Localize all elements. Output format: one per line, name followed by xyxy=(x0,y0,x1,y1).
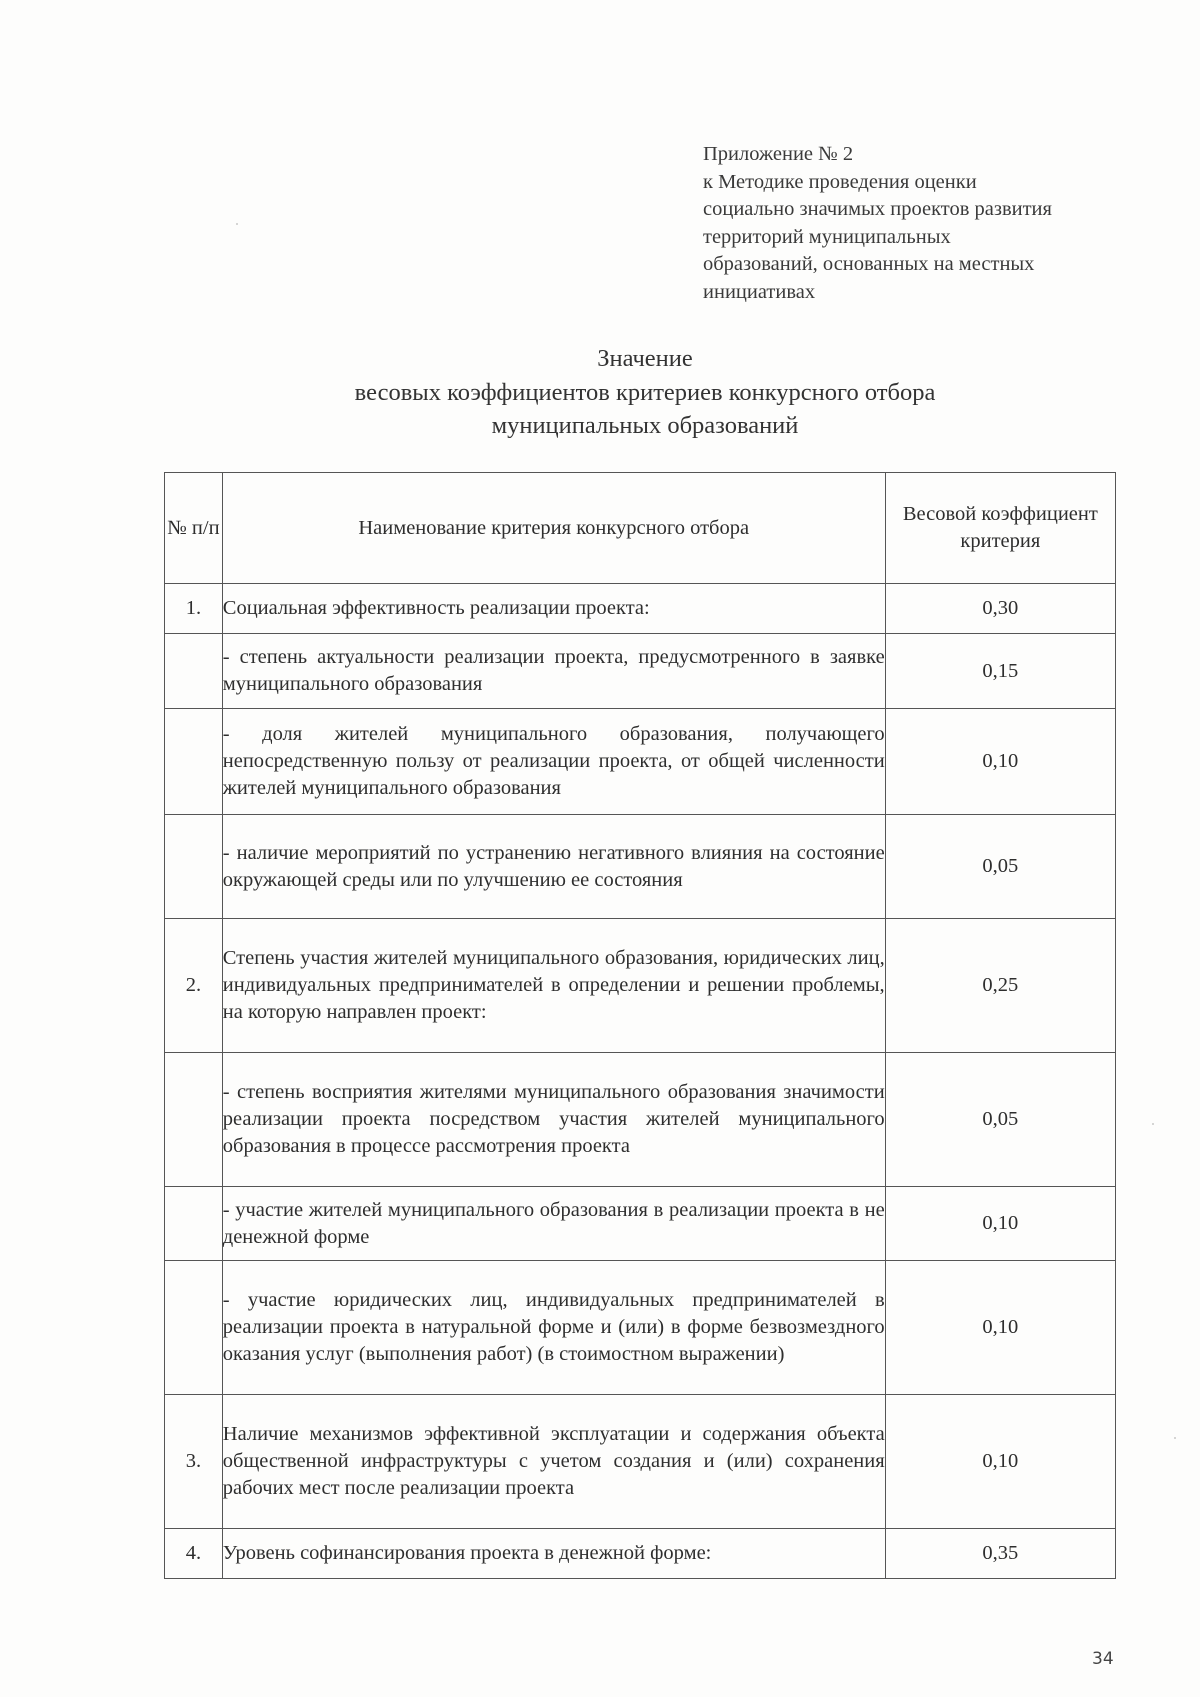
row-num: 2. xyxy=(165,919,223,1053)
table-row xyxy=(165,919,1116,1053)
row-num: 1. xyxy=(165,584,223,634)
scan-speck xyxy=(236,223,238,225)
row-num xyxy=(165,1261,223,1395)
row-num xyxy=(165,634,223,709)
row-criterion: - степень восприятия жителями муниципального образования значимости реализации проекта посредством участия жителей муниципального образования в процессе рассмотрения проекта xyxy=(222,1053,885,1187)
row-num xyxy=(165,1053,223,1187)
row-weight: 0,10 xyxy=(885,1187,1115,1261)
row-num xyxy=(165,709,223,815)
appendix-line: территорий муниципальных xyxy=(703,225,951,248)
row-weight: 0,15 xyxy=(885,634,1115,709)
table-header-row xyxy=(165,473,1116,584)
row-num xyxy=(165,815,223,919)
row-criterion: - участие юридических лиц, индивидуальных предпринимателей в реализации проекта в натуральной форме и (или) в форме безвозмездного оказания услуг (выполнения работ) (в стоимостном выражении) xyxy=(222,1261,885,1395)
document-title xyxy=(0,342,1200,443)
row-criterion: Степень участия жителей муниципального образования, юридических лиц, индивидуальных предпринимателей в определении и решении проблемы, на которую направлен проект: xyxy=(222,919,885,1053)
table-row xyxy=(165,1261,1116,1395)
row-num xyxy=(165,1187,223,1261)
row-criterion: - участие жителей муниципального образования в реализации проекта в не денежной форме xyxy=(222,1187,885,1261)
appendix-line: социально значимых проектов развития xyxy=(703,198,1052,220)
row-weight: 0,10 xyxy=(885,1261,1115,1395)
table-row xyxy=(165,815,1116,919)
title-line-1: Значение xyxy=(597,345,693,372)
table-row xyxy=(165,709,1116,815)
appendix-note xyxy=(703,141,1143,306)
row-weight: 0,05 xyxy=(885,1053,1115,1187)
row-weight: 0,10 xyxy=(885,1395,1115,1529)
row-num: 4. xyxy=(165,1529,223,1579)
table-row xyxy=(165,634,1116,709)
row-weight: 0,25 xyxy=(885,919,1115,1053)
appendix-line: инициативах xyxy=(703,280,816,303)
row-weight: 0,35 xyxy=(885,1529,1115,1579)
row-weight: 0,05 xyxy=(885,815,1115,919)
table-row xyxy=(165,1395,1116,1529)
scan-speck xyxy=(1152,1123,1154,1125)
header-num: № п/п xyxy=(165,473,223,584)
row-num: 3. xyxy=(165,1395,223,1529)
row-criterion: Уровень софинансирования проекта в денежной форме: xyxy=(222,1529,885,1579)
row-criterion: - степень актуальности реализации проекта, предусмотренного в заявке муниципального образования xyxy=(222,634,885,709)
row-weight: 0,30 xyxy=(885,584,1115,634)
table-row xyxy=(165,1187,1116,1261)
table-row xyxy=(165,1529,1116,1579)
appendix-line: Приложение № 2 xyxy=(703,143,854,165)
appendix-line: к Методике проведения оценки xyxy=(703,170,977,193)
scan-speck xyxy=(1174,1437,1176,1439)
header-name: Наименование критерия конкурсного отбора xyxy=(222,473,885,584)
header-weight: Весовой коэффициент критерия xyxy=(885,473,1115,584)
table-row xyxy=(165,1053,1116,1187)
criteria-table xyxy=(164,472,1116,1579)
row-criterion: - наличие мероприятий по устранению негативного влияния на состояние окружающей среды или по улучшению ее состояния xyxy=(222,815,885,919)
title-line-3: муниципальных образований xyxy=(491,412,799,439)
row-criterion: Наличие механизмов эффективной эксплуатации и содержания объекта общественной инфраструктуры с учетом создания и (или) сохранения рабочих мест после реализации проекта xyxy=(222,1395,885,1529)
page-number: 34 xyxy=(1092,1649,1114,1669)
appendix-line: образований, основанных на местных xyxy=(703,253,1035,275)
row-criterion: - доля жителей муниципального образования, получающего непосредственную пользу от реализации проекта, от общей численности жителей муниципального образования xyxy=(222,709,885,815)
table-row xyxy=(165,584,1116,634)
row-weight: 0,10 xyxy=(885,709,1115,815)
title-line-2: весовых коэффициентов критериев конкурсного отбора xyxy=(354,378,936,406)
row-criterion: Социальная эффективность реализации проекта: xyxy=(222,584,885,634)
